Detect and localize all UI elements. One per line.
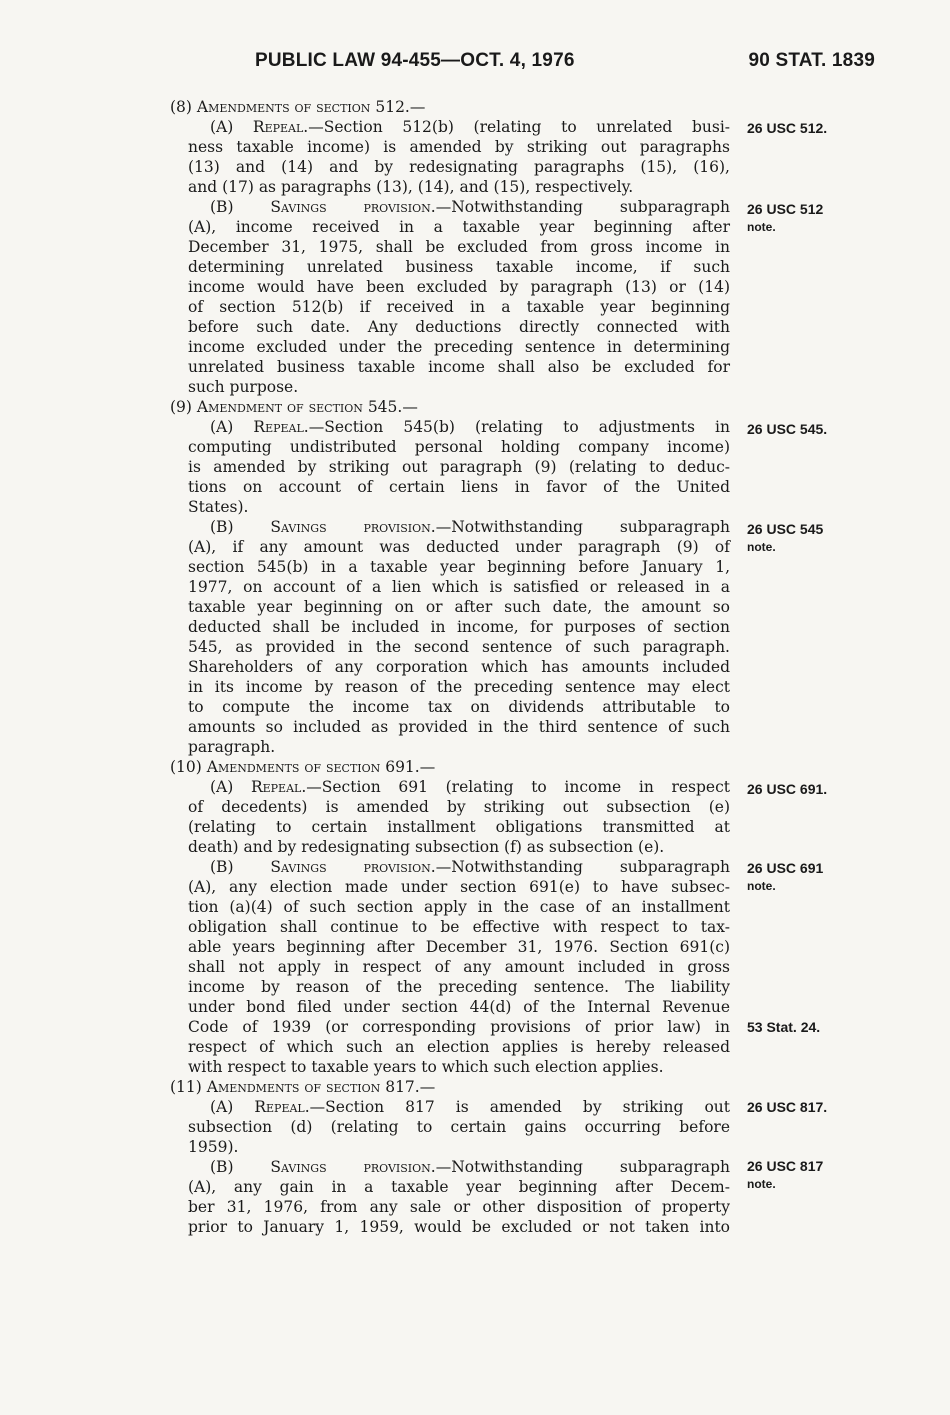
- margin-note: 26 USC 691 note.: [747, 860, 824, 893]
- margin-note: 26 USC 512.: [747, 120, 828, 136]
- margin-note: 26 USC 545.: [747, 421, 828, 437]
- subparagraph-8a: (A) Repeal.—Section 512(b) (relating to unrelated busi-: [210, 118, 731, 136]
- paragraph-11-heading: (11) Amendments of section 817.—: [170, 1078, 436, 1096]
- subparagraph-10a: (A) Repeal.—Section 691 (relating to income in respect: [210, 778, 731, 796]
- statute-body: (8) Amendments of section 512.— (A) Repeal.—Section 512(b) (relating to unrelated busi- ness taxable income) is amended by striking out paragraphs (13) and (14) and by redesignating paragraphs (15), (16), and (17) as paragraphs (13), (14), and (15), respectively. (B) Savings provision.—Notwithstanding subparagraph (A), income received in a taxable year beginning after December 31, 1975, shall be excluded from gross income in determining unrelated business taxable income, if such income would have been excluded by paragraph (13) or (14) of section 512(b) if received in a taxable year beginning before such date. Any deductions directly connected with income excluded under the preceding sentence in determining unrelated business taxable income shall also be excluded for such purpose. (9) Amendment of section 545.— (A) Repeal.—Section 545(b) (relating to adjustments in computing undistributed personal holding company income) is amended by striking out paragraph (9) (relating to deduc- tions on account of certain liens in favor of the United States). (B) Savings provision.—Notwithstanding subparagraph (A), if any amount was deducted under paragraph (9) of section 545(b) in a taxable year beginning before January 1, 1977, on account of a lien which is satisfied or released in a taxable year beginning on or after such date, the amount so deducted shall be included in income, for purposes of section 545, as provided in the second sentence of such paragraph. Shareholders of any corporation which has amounts included in its income by reason of the preceding sentence may elect to compute the income tax on dividends attributable to amounts so included as provided in the third sentence of such paragraph. (10) Amendments of section 691.— (A) Repeal.—Section 691 (relating to income in respect of decedents) is amended by striking out subsection (e) (relating to certain installment obligations transmitted at death) and by redesignating subsection (f) as subsection (e). (B) Savings provision.—Notwithstanding subparagraph (A), any election made under section 691(e) to have subsec- tion (a)(4) of such section apply in the case of an installment obligation shall continue to be effective with respect to tax- able years beginning after December 31, 1976. Section 691(c) shall not apply in respect of any amount included in gross income by reason of the preceding sentence. The liability under bond filed under section 44(d) of the Internal Revenue Code of 1939 (or corresponding provisions of prior law) in respect of which such an election applies is hereby released with respect to taxable years to which such election applies. (11) Amendments of section 817.— (A) Repeal.—Section 817 is amended by striking out subsection (d) (relating to certain gains occurring before 1959). (B) Savings provision.—Notwithstanding subparagraph (A), any gain in a taxable year beginning after Decem- ber 31, 1976, from any sale or other disposition of property prior to January 1, 1959, would be excluded or not taken into: [170, 98, 731, 1236]
- margin-note: 26 USC 545 note.: [747, 521, 824, 554]
- subparagraph-8b: (B) Savings provision.—Notwithstanding subparagraph: [210, 198, 730, 216]
- statute-page: 90 STAT. 1839: [748, 50, 875, 71]
- margin-note: 26 USC 512 note.: [747, 201, 824, 234]
- paragraph-9-heading: (9) Amendment of section 545.—: [170, 398, 418, 416]
- paragraph-10-heading: (10) Amendments of section 691.—: [170, 758, 436, 776]
- subparagraph-11b: (B) Savings provision.—Notwithstanding subparagraph: [210, 1158, 730, 1176]
- law-citation: PUBLIC LAW 94-455—OCT. 4, 1976: [255, 50, 575, 71]
- subparagraph-11a: (A) Repeal.—Section 817 is amended by striking out: [210, 1098, 731, 1116]
- margin-note: 26 USC 691.: [747, 781, 828, 797]
- subparagraph-9a: (A) Repeal.—Section 545(b) (relating to adjustments in: [210, 418, 730, 436]
- margin-note: 26 USC 817.: [747, 1099, 828, 1115]
- subparagraph-10b: (B) Savings provision.—Notwithstanding subparagraph: [210, 858, 730, 876]
- margin-note: 53 Stat. 24.: [747, 1019, 821, 1035]
- margin-note: 26 USC 817 note.: [747, 1158, 824, 1191]
- subparagraph-9b: (B) Savings provision.—Notwithstanding subparagraph: [210, 518, 730, 536]
- paragraph-8-heading: (8) Amendments of section 512.—: [170, 98, 426, 116]
